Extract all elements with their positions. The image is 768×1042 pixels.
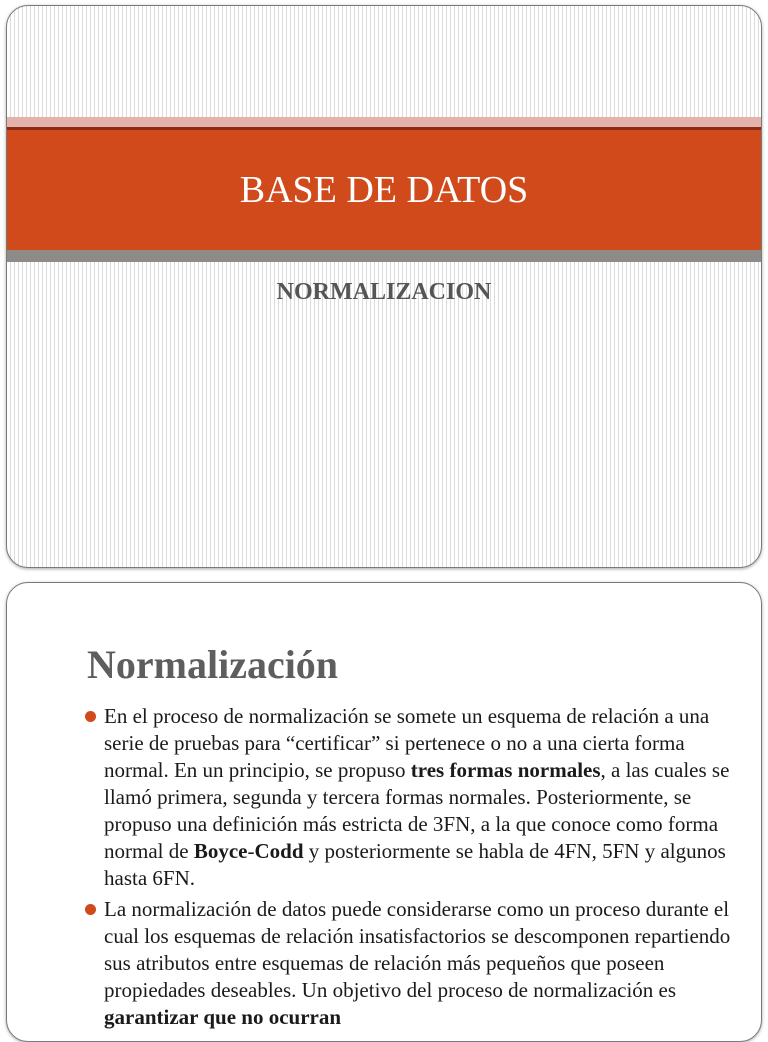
- title-band-top-accent: [7, 117, 761, 127]
- title-slide: [6, 5, 762, 568]
- content-slide: [6, 582, 762, 1042]
- bullet-emphasis: garantizar que no ocurran: [104, 1005, 342, 1029]
- list-item: [83, 896, 733, 1031]
- bullet-dot-icon: [85, 904, 96, 915]
- bullet-text: y posteriormente se habla de 4FN, 5FN y algunos hasta 6FN.: [104, 839, 726, 890]
- slide-title: BASE DE DATOS: [239, 169, 529, 211]
- bullet-text: En el proceso de normalización se somete un esquema de relación a una serie de pruebas para “certificar” si pertenece o no a una cierta forma normal. En un principio, se propuso: [104, 704, 710, 782]
- title-band-bottom-line: [7, 250, 761, 262]
- title-band: [7, 130, 761, 250]
- bullet-text: -: [247, 839, 255, 863]
- bullet-text: La normalización de datos puede considerarse como un proceso durante el cual los esquemas de relación insatisfactorios se descomponen repartiendo sus atributos entre esquemas de relación más pequeños que poseen propiedades deseables. Un objetivo del proceso de normalización es: [104, 897, 731, 1002]
- list-item: [83, 703, 733, 892]
- bullet-emphasis: Codd: [254, 839, 304, 863]
- bullet-text: , a las cuales se llamó primera, segunda y tercera formas normales. Posteriormente, se propuso una definición más estricta de 3FN, a la que conoce como forma normal de: [104, 758, 730, 863]
- slide-subtitle: NORMALIZACION: [276, 279, 492, 305]
- bullet-emphasis: Boyce: [193, 839, 248, 863]
- bullet-list: [83, 703, 733, 1035]
- bullet-dot-icon: [85, 711, 96, 722]
- slide-heading: Normalización: [87, 642, 339, 687]
- bullet-emphasis: tres formas normales: [410, 758, 601, 782]
